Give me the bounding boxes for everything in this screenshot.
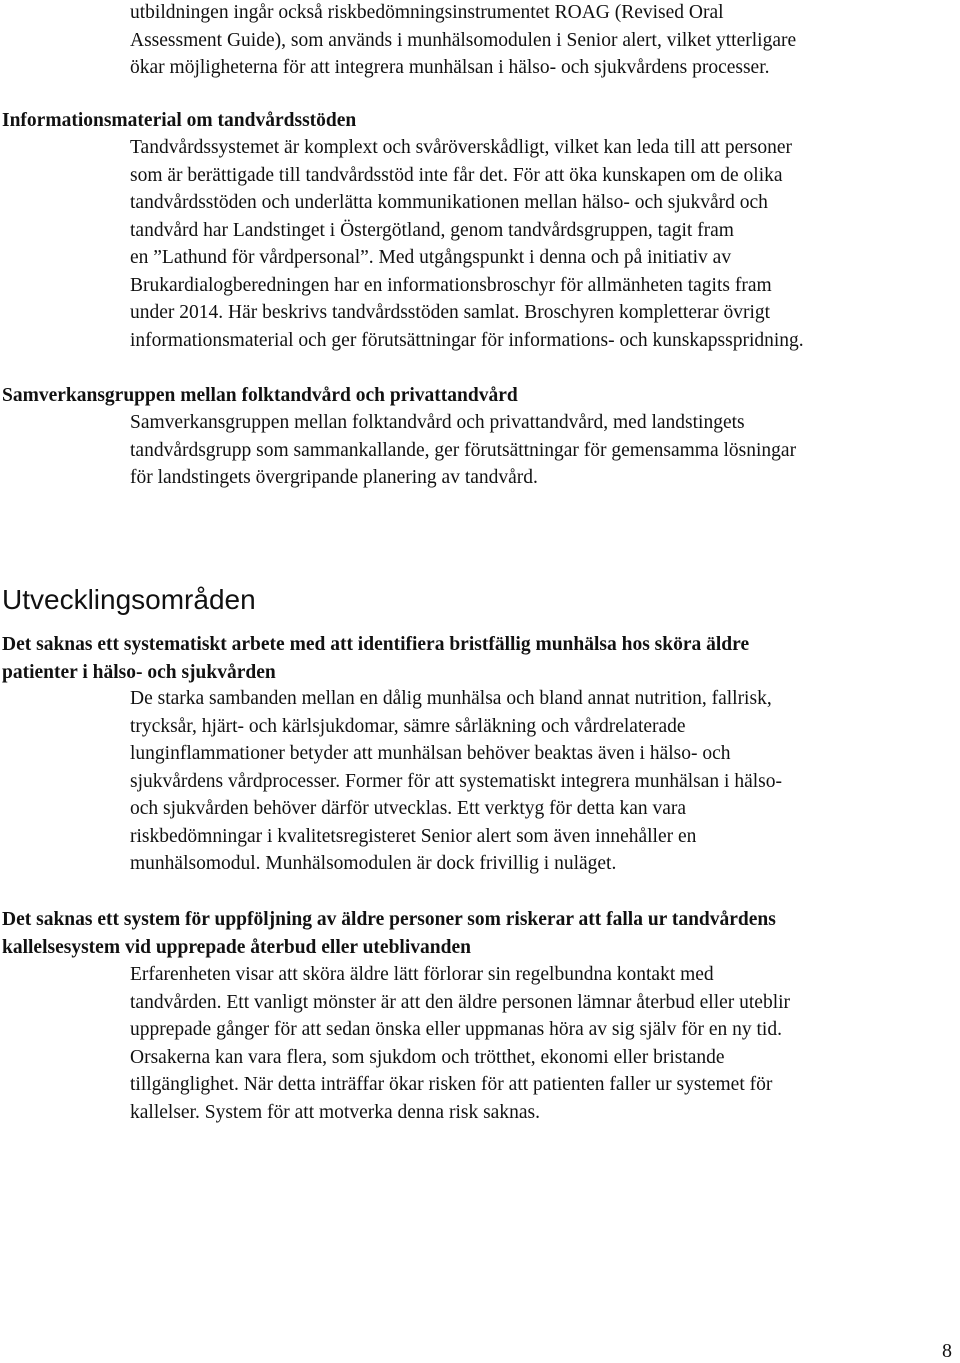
- text-line: för landstingets övergripande planering av tandvård.: [130, 467, 538, 488]
- text-line: Assessment Guide), som används i munhälsomodulen i Senior alert, vilket ytterligare: [130, 29, 797, 51]
- text-line: sjukvårdens vårdprocesser. Former för att systematiskt integrera munhälsan i hälso-: [130, 770, 782, 792]
- text-line: upprepade gånger för att sedan önska eller uppmanas höra av sig själv för en ny tid.: [130, 1019, 782, 1040]
- text-line: en ”Lathund för vårdpersonal”. Med utgångspunkt i denna och på initiativ av: [130, 247, 732, 268]
- text-line: kallelser. System för att motverka denna risk saknas.: [130, 1101, 540, 1123]
- text-line: Samverkansgruppen mellan folktandvård och privattandvård, med landstingets: [130, 412, 745, 433]
- text-line: informationsmaterial och ger förutsättningar för informations- och kunskapsspridning.: [130, 329, 804, 351]
- text-line: trycksår, hjärt- och kärlsjukdomar, sämre sårläkning och vårdrelaterade: [130, 715, 686, 737]
- systematiskt-heading: [2, 631, 749, 686]
- text-line: tandvårdsgrupp som sammankallande, ger förutsättningar för gemensamma lösningar: [130, 439, 797, 461]
- text-line: under 2014. Här beskrivs tandvårdsstöden samlat. Broschyren kompletterar övrigt: [130, 302, 771, 323]
- page-number: 8: [942, 1340, 952, 1362]
- intro-paragraph: [130, 0, 960, 82]
- heading-text: Det saknas ett systematiskt arbete med att identifiera bristfällig munhälsa hos sköra äldre: [2, 634, 750, 655]
- text-line: tillgänglighet. När detta inträffar ökar risken för att patienten faller ur systemet för: [130, 1074, 773, 1095]
- samverkan-paragraph: [130, 409, 960, 492]
- text-line: munhälsomodul. Munhälsomodulen är dock frivillig i nuläget.: [130, 853, 617, 874]
- heading-text: Informationsmaterial om tandvårdsstöden: [2, 110, 357, 131]
- text-line: tandvårdsstöden och underlätta kommunikationen mellan hälso- och sjukvård och: [130, 192, 768, 213]
- info-material-paragraph: [130, 134, 960, 354]
- uppfoljning-heading: [2, 906, 776, 961]
- text-line: Brukardialogberedningen har en informationsbroschyr för allmänheten tagits fram: [130, 274, 772, 296]
- text-line: ökar möjligheterna för att integrera munhälsan i hälso- och sjukvårdens processer.: [130, 57, 770, 78]
- text-line: utbildningen ingår också riskbedömningsinstrumentet ROAG (Revised Oral: [130, 2, 724, 23]
- text-line: tandvården. Ett vanligt mönster är att den äldre personen lämnar återbud eller uteblir: [130, 991, 791, 1013]
- text-line: Tandvårdssystemet är komplext och svåröverskådligt, vilket kan leda till att personer: [130, 137, 792, 158]
- heading-text: kallelsesystem vid upprepade återbud eller uteblivanden: [2, 936, 471, 958]
- text-line: De starka sambanden mellan en dålig munhälsa och bland annat nutrition, fallrisk,: [130, 688, 772, 709]
- text-line: Orsakerna kan vara flera, som sjukdom och trötthet, ekonomi eller bristande: [130, 1046, 725, 1068]
- text-line: tandvård har Landstinget i Östergötland, genom tandvårdsgruppen, tagit fram: [130, 219, 734, 241]
- info-material-heading: [2, 107, 356, 135]
- text-line: riskbedömningar i kvalitetsregisteret Senior alert som även innehåller en: [130, 825, 697, 847]
- heading-text: Samverkansgruppen mellan folktandvård och privattandvård: [2, 385, 518, 406]
- heading-text: Det saknas ett system för uppföljning av äldre personer som riskerar att falla ur tandvårdens: [2, 909, 776, 930]
- text-line: Erfarenheten visar att sköra äldre lätt förlorar sin regelbundna kontakt med: [130, 964, 714, 985]
- text-line: lunginflammationer betyder att munhälsan behöver beaktas även i hälso- och: [130, 743, 731, 764]
- systematiskt-paragraph: [130, 685, 960, 878]
- samverkan-heading: [2, 382, 518, 410]
- text-line: och sjukvården behöver därför utvecklas. Ett verktyg för detta kan vara: [130, 798, 687, 819]
- text-line: som är berättigade till tandvårdsstöd inte får det. För att öka kunskapen om de olika: [130, 164, 783, 186]
- section-title: Utvecklingsområden: [2, 584, 256, 615]
- heading-text: patienter i hälso- och sjukvården: [2, 661, 276, 683]
- uppfoljning-paragraph: [130, 961, 960, 1126]
